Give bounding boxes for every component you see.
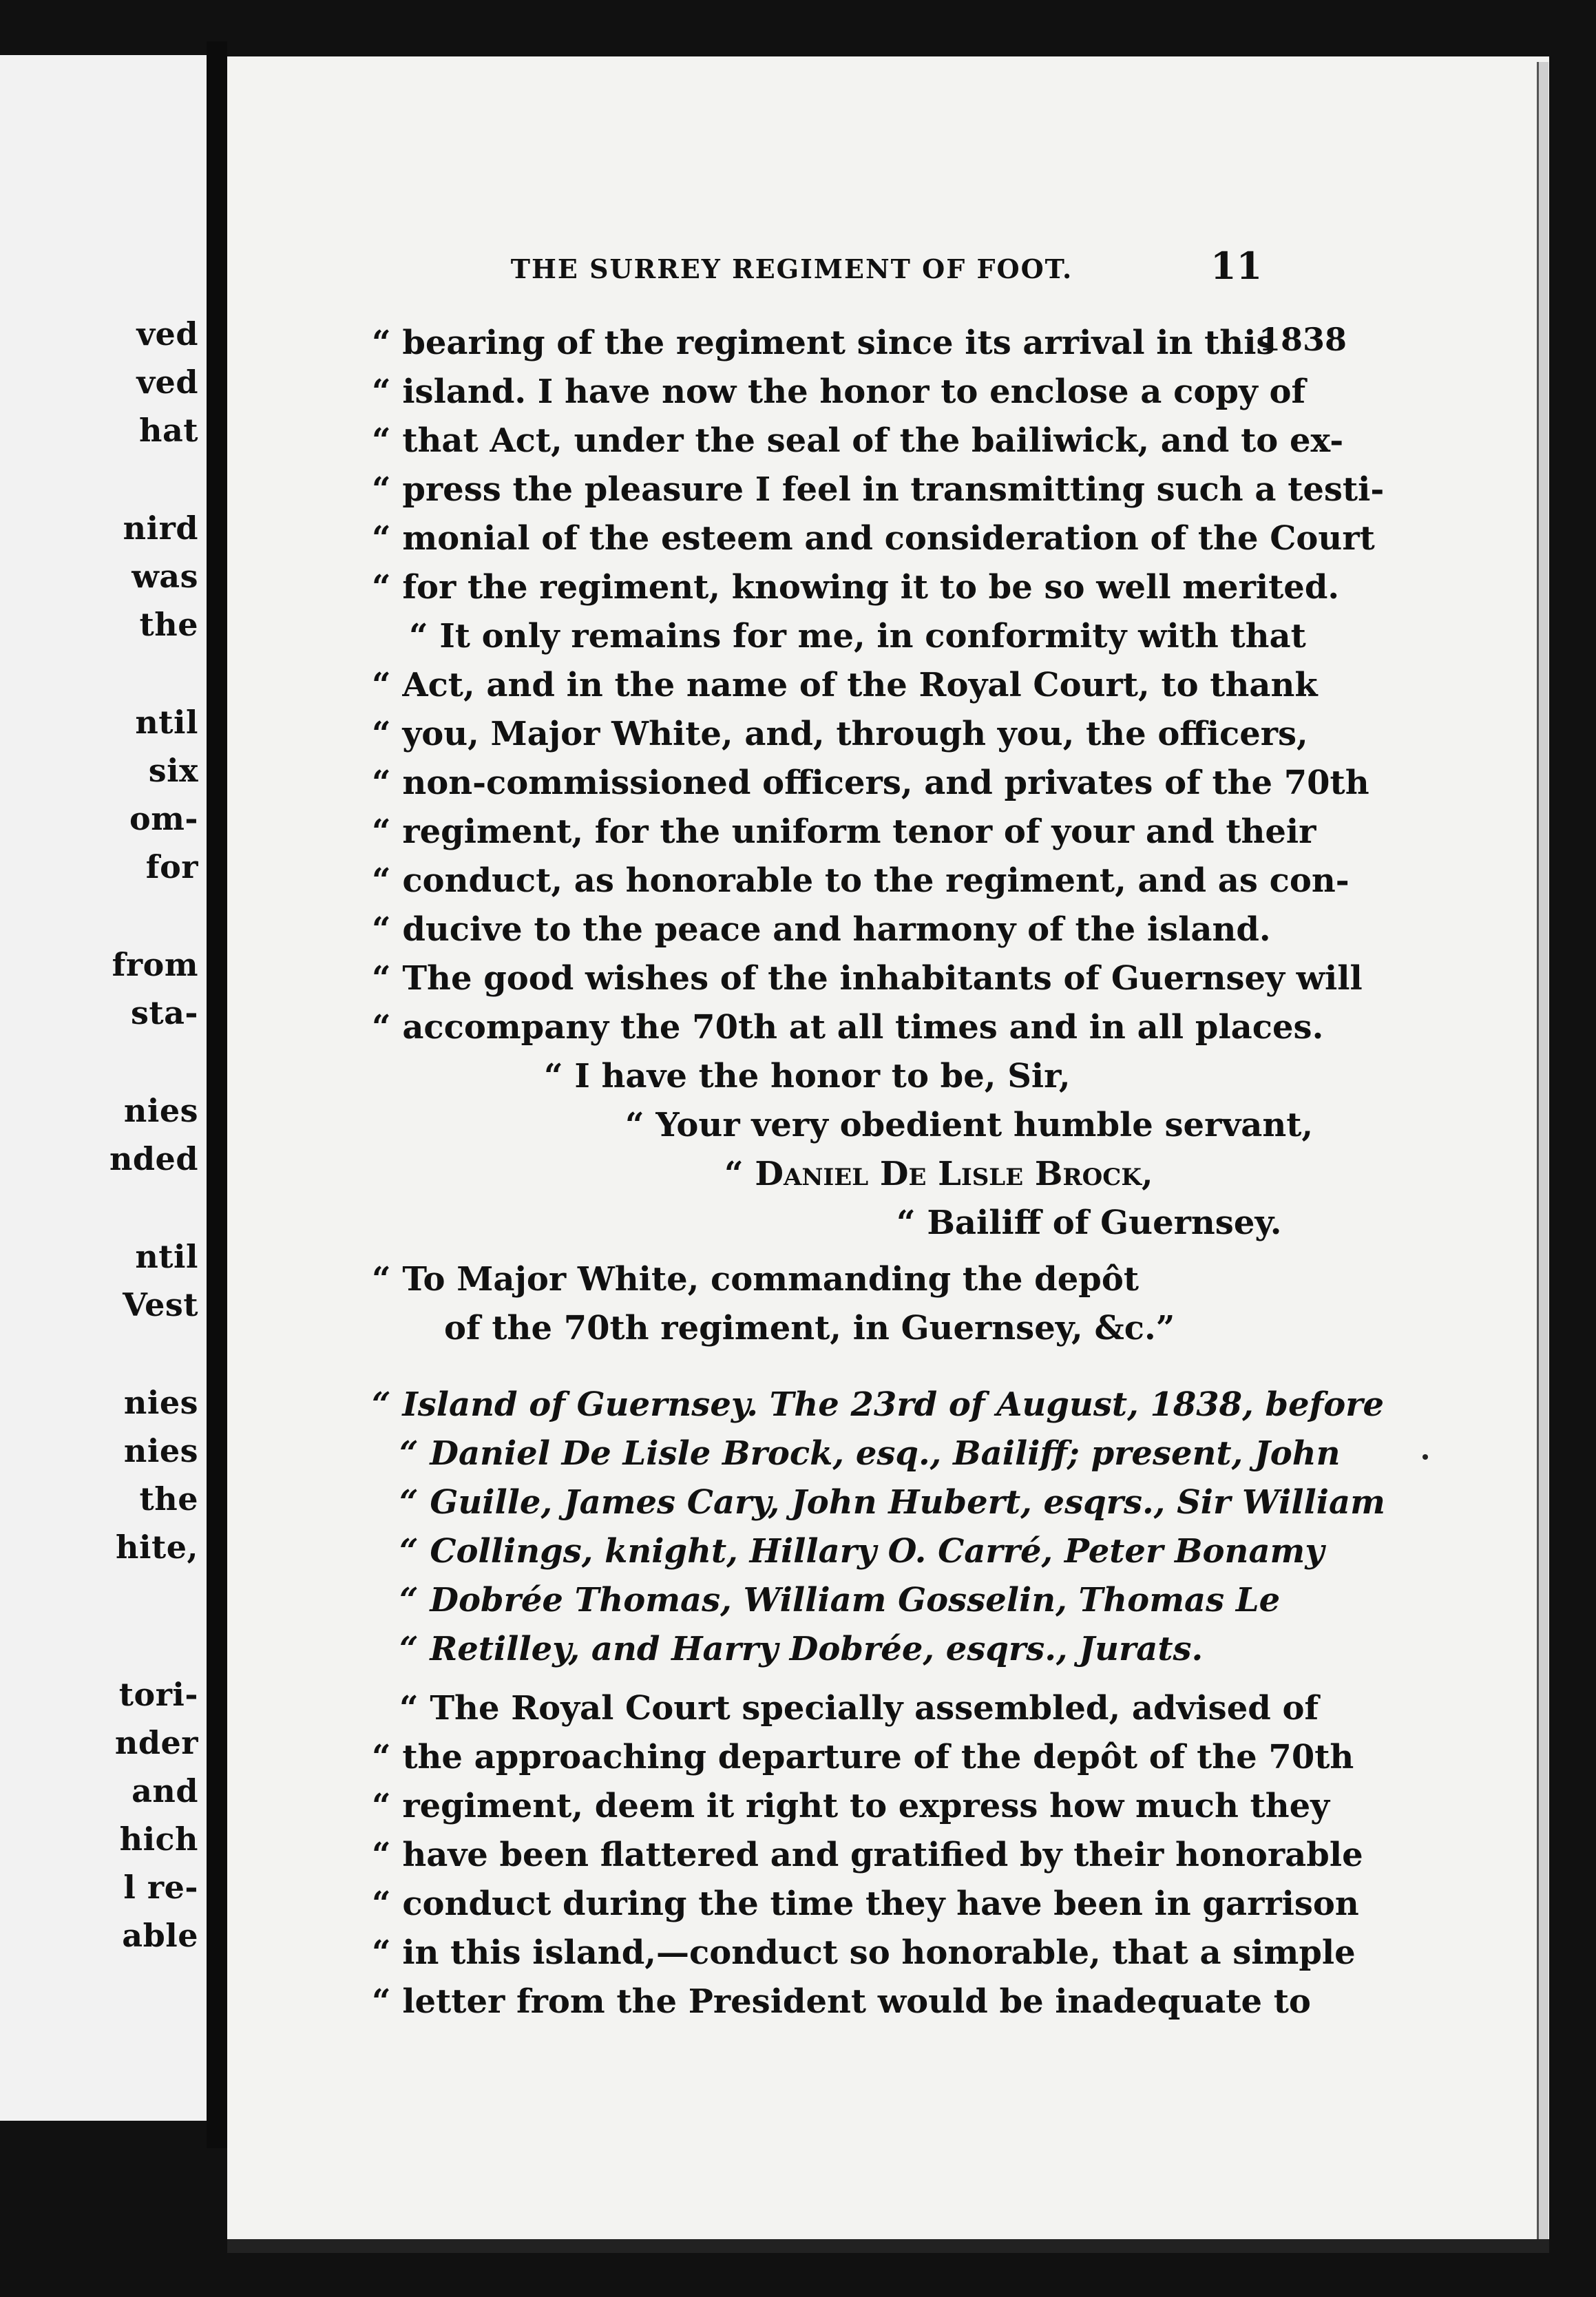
letter-line: “ bearing of the regiment since its arrival in this — [372, 324, 1275, 362]
left-fragment: sta- — [130, 994, 198, 1031]
letter-line: “ that Act, under the seal of the bailiwick, and to ex- — [372, 421, 1344, 460]
left-fragment: ntil — [135, 704, 198, 741]
left-fragment: from — [112, 946, 198, 983]
letter-line: “ ducive to the peace and harmony of the island. — [372, 910, 1271, 949]
left-fragment: nded — [109, 1140, 198, 1177]
letter-line: “ It only remains for me, in conformity with that — [409, 617, 1306, 655]
signature-title: “ Bailiff of Guernsey. — [896, 1204, 1282, 1242]
act-header-line: “ Guille, James Cary, John Hubert, esqrs., Sir William — [399, 1483, 1385, 1522]
left-fragment: ved — [136, 315, 198, 353]
page-number: 11 — [1210, 244, 1263, 288]
running-title: THE SURREY REGIMENT OF FOOT. — [510, 253, 1073, 284]
left-fragment: the — [139, 606, 198, 643]
act-header-line: “ Daniel De Lisle Brock, esq., Bailiff; present, John — [399, 1434, 1341, 1473]
left-fragment: nies — [123, 1432, 198, 1469]
left-page-edge — [0, 55, 207, 2121]
act-header-line: “ Retilley, and Harry Dobrée, esqrs., Jurats. — [399, 1630, 1204, 1668]
act-body-line: “ have been flattered and gratified by their honorable — [372, 1836, 1363, 1874]
act-body-line: “ conduct during the time they have been in garrison — [372, 1885, 1359, 1923]
letter-line: “ Act, and in the name of the Royal Court, to thank — [372, 666, 1318, 704]
address-line: “ To Major White, commanding the depôt — [372, 1260, 1140, 1299]
left-fragment: Vest — [123, 1286, 198, 1323]
book-gutter — [207, 41, 227, 2148]
letter-line: “ press the pleasure I feel in transmitting such a testi- — [372, 470, 1385, 509]
letter-line: “ accompany the 70th at all times and in all places. — [372, 1008, 1324, 1047]
left-fragment: hite, — [116, 1529, 198, 1566]
left-fragment: hich — [119, 1821, 198, 1858]
left-fragment: om- — [129, 800, 198, 837]
left-fragment: six — [148, 752, 198, 789]
left-fragment: l re- — [123, 1869, 198, 1906]
left-fragment: ntil — [135, 1238, 198, 1275]
left-fragment: nies — [123, 1384, 198, 1421]
letter-line: “ you, Major White, and, through you, the officers, — [372, 715, 1308, 753]
act-body-line: “ in this island,—conduct so honorable, that a simple — [372, 1933, 1356, 1972]
letter-line: “ conduct, as honorable to the regiment, and as con- — [372, 861, 1350, 900]
left-fragment: and — [132, 1772, 198, 1810]
left-fragment: hat — [139, 412, 198, 449]
left-fragment: ved — [136, 364, 198, 401]
letter-line: “ island. I have now the honor to enclose a copy of — [372, 373, 1306, 411]
act-body-line: “ the approaching departure of the depôt of the 70th — [372, 1738, 1354, 1776]
left-fragment: nder — [114, 1724, 198, 1761]
left-fragment: tori- — [118, 1676, 198, 1713]
ink-speck — [1422, 1454, 1428, 1460]
left-fragment: was — [132, 558, 198, 595]
closing-salutation: “ I have the honor to be, Sir, — [544, 1057, 1071, 1095]
letter-line: “ regiment, for the uniform tenor of your and their — [372, 812, 1316, 851]
left-fragment: nies — [123, 1092, 198, 1129]
left-fragment: nird — [123, 510, 198, 547]
closing-servant: “ Your very obedient humble servant, — [625, 1106, 1314, 1144]
act-header-line: “ Island of Guernsey. The 23rd of August, 1838, before — [372, 1385, 1385, 1424]
page-edge — [1537, 62, 1548, 2245]
act-header-line: “ Collings, knight, Hillary O. Carré, Peter Bonamy — [399, 1532, 1325, 1571]
act-body-line: “ The Royal Court specially assembled, advised of — [399, 1689, 1319, 1728]
act-header-line: “ Dobrée Thomas, William Gosselin, Thomas Le — [399, 1581, 1281, 1619]
letter-line: “ monial of the esteem and consideration of the Court — [372, 519, 1375, 558]
letter-line: “ for the regiment, knowing it to be so well merited. — [372, 568, 1340, 607]
address-line: of the 70th regiment, in Guernsey, &c.” — [444, 1309, 1175, 1347]
page-shadow — [227, 2239, 1549, 2253]
left-fragment: able — [122, 1917, 198, 1954]
left-fragment: for — [145, 848, 198, 885]
letter-line: “ The good wishes of the inhabitants of Guernsey will — [372, 959, 1363, 998]
act-body-line: “ regiment, deem it right to express how much they — [372, 1787, 1330, 1825]
letter-line: “ non-commissioned officers, and privates of the 70th — [372, 764, 1369, 802]
margin-year: 1838 — [1259, 321, 1347, 358]
left-fragment: the — [139, 1480, 198, 1518]
signature: “ Daniel De Lisle Brock, — [724, 1155, 1153, 1193]
act-body-line: “ letter from the President would be inadequate to — [372, 1982, 1311, 2021]
